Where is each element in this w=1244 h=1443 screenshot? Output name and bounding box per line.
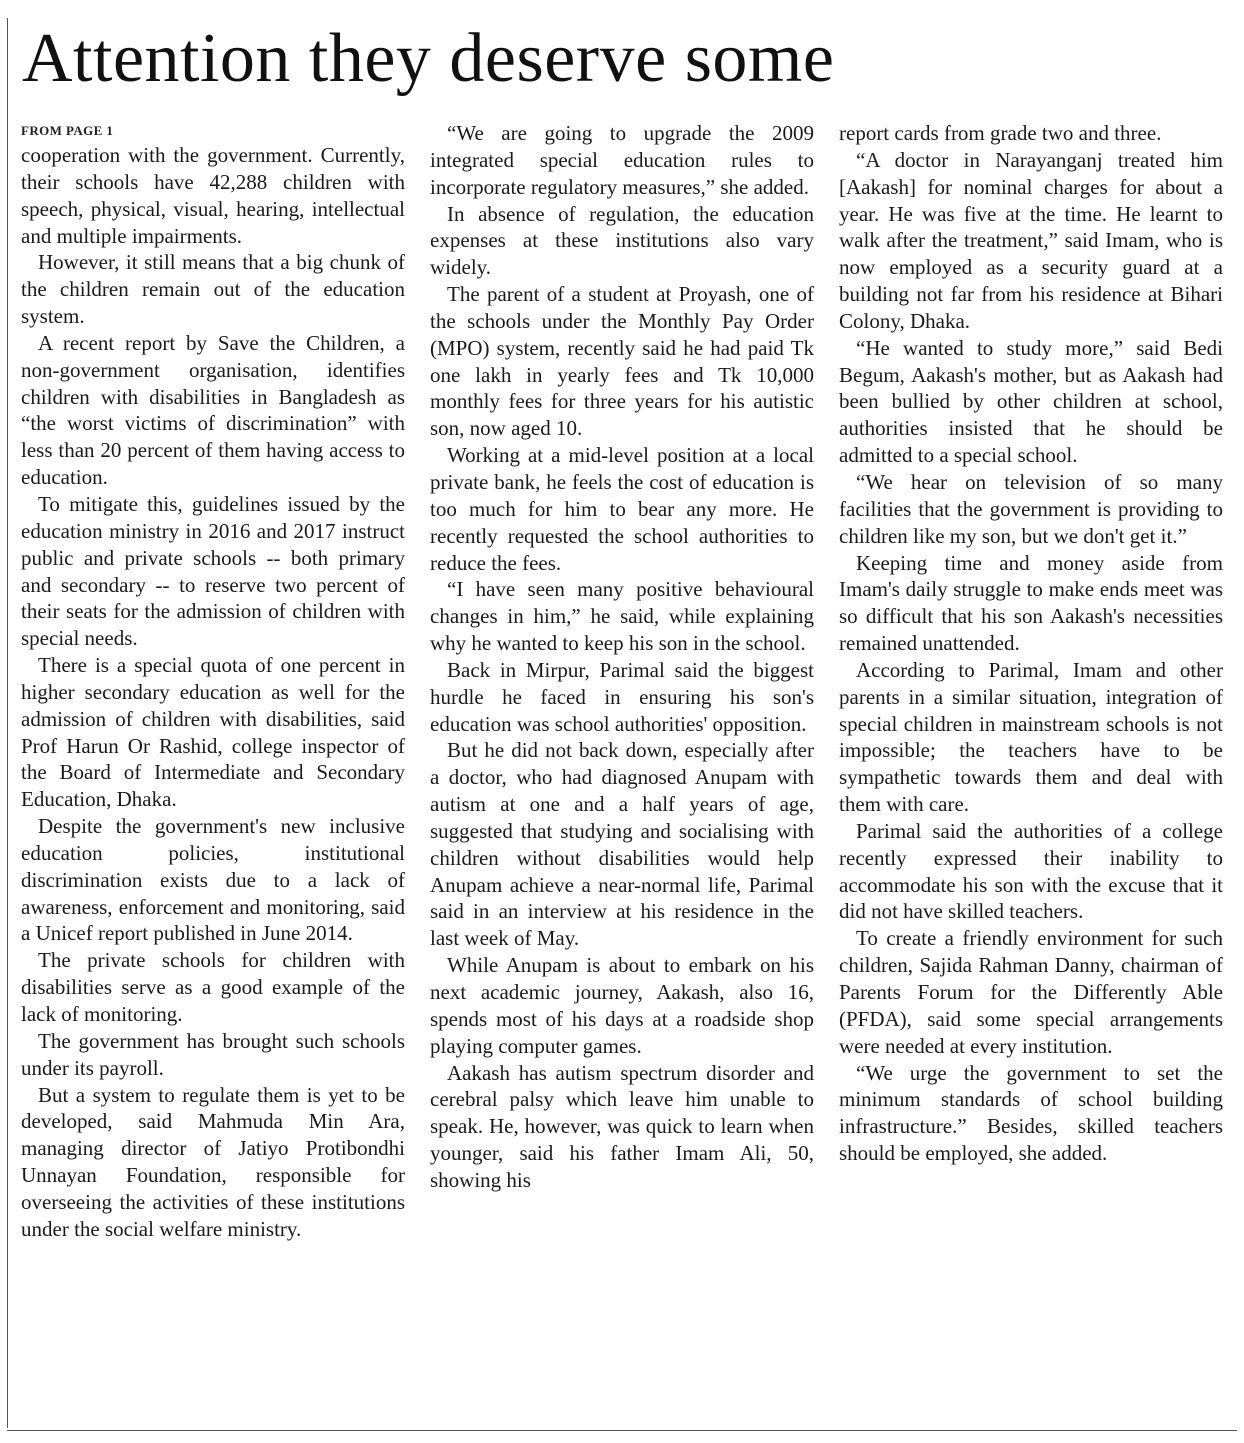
paragraph: Parimal said the authorities of a college recently expressed their inability to accommodate his son with the excuse that it did not have skilled teachers. (839, 818, 1223, 924)
paragraph: “We hear on television of so many facilities that the government is providing to children like my son, but we don't get it.” (839, 469, 1223, 548)
headline: Attention they deserve some (22, 20, 835, 97)
paragraph: Keeping time and money aside from Imam's daily struggle to make ends meet was so difficult that his son Aakash's necessities remained unattended. (839, 550, 1223, 656)
paragraph: “A doctor in Narayanganj treated him [Aakash] for nominal charges for about a year. He was five at the time. He learnt to walk after the treatment,” said Imam, who is now employed as a security guard at a building not far from his residence at Bihari Colony, Dhaka. (839, 147, 1223, 333)
paragraph: To mitigate this, guidelines issued by the education ministry in 2016 and 2017 instruct public and private schools -- both primary and secondary -- to reserve two percent of their seats for the admission of children with special needs. (21, 491, 405, 651)
paragraph: However, it still means that a big chunk of the children remain out of the education system. (21, 250, 405, 329)
bottom-rule (7, 1430, 1237, 1431)
left-rule (7, 18, 8, 1428)
paragraph: But he did not back down, especially after a doctor, who had diagnosed Anupam with autism at one and a half years of age, suggested that studying and socialising with children without disabilities would help Anupam achieve a near-normal life, Parimal said in an interview at his residence in the last week of May. (430, 738, 814, 951)
paragraph: A recent report by Save the Children, a non-government organisation, identifies children with disabilities in Bangladesh as “the worst victims of discrimination” with less than 20 percent of them having access to education. (21, 330, 405, 490)
paragraph: cooperation with the government. Currently, their schools have 42,288 children with speech, physical, visual, hearing, intellectual and multiple impairments. (21, 143, 405, 248)
paragraph: Despite the government's new inclusive education policies, institutional discrimination exists due to a lack of awareness, enforcement and monitoring, said a Unicef report published in June 2014. (21, 814, 405, 946)
paragraph: The private schools for children with disabilities serve as a good example of the lack of monitoring. (21, 948, 405, 1026)
paragraph: Back in Mirpur, Parimal said the biggest hurdle he faced in ensuring his son's education was school authorities' opposition. (430, 657, 814, 736)
paragraph: But a system to regulate them is yet to be developed, said Mahmuda Min Ara, managing director of Jatiyo Protibondhi Unnayan Foundation, responsible for overseeing the activities of these institutions under the social welfare ministry. (21, 1082, 405, 1241)
paragraph: In absence of regulation, the education expenses at these institutions also vary widely. (430, 201, 814, 280)
paragraph: Working at a mid-level position at a local private bank, he feels the cost of education is too much for him to bear any more. He recently requested the school authorities to reduce the fees. (430, 443, 814, 575)
paragraph: “He wanted to study more,” said Bedi Begum, Aakash's mother, but as Aakash had been bullied by other children at school, authorities insisted that he should be admitted to a special school. (839, 335, 1223, 468)
paragraph: report cards from grade two and three. (839, 121, 1162, 145)
paragraph: There is a special quota of one percent in higher secondary education as well for the admission of children with disabilities, said Prof Harun Or Rashid, college inspector of the Board of Intermediate and Secondary Education, Dhaka. (21, 653, 405, 812)
article-column-1 (21, 120, 405, 1243)
paragraph: According to Parimal, Imam and other parents in a similar situation, integration of special children in mainstream schools is not impossible; the teachers have to be sympathetic towards them and deal with them with care. (839, 657, 1223, 817)
jump-label: FROM PAGE 1 (21, 123, 114, 138)
paragraph: To create a friendly environment for such children, Sajida Rahman Danny, chairman of Parents Forum for the Differently Able (PFDA), said some special arrangements were needed at every institution. (839, 926, 1223, 1058)
paragraph: “I have seen many positive behavioural changes in him,” he said, while explaining why he wanted to keep his son in the school. (430, 577, 814, 656)
article-column-2 (430, 120, 814, 1194)
paragraph: “We urge the government to set the minimum standards of school building infrastructure.” Besides, skilled teachers should be employed, she added. (839, 1060, 1223, 1166)
paragraph: The government has brought such schools under its payroll. (21, 1028, 405, 1080)
paragraph: Aakash has autism spectrum disorder and cerebral palsy which leave him unable to speak. He, however, was quick to learn when younger, said his father Imam Ali, 50, showing his (430, 1060, 814, 1192)
article-column-3 (839, 120, 1223, 1167)
paragraph: The parent of a student at Proyash, one of the schools under the Monthly Pay Order (MPO) system, recently said he had paid Tk one lakh in yearly fees and Tk 10,000 monthly fees for three years for his autistic son, now aged 10. (430, 282, 814, 441)
paragraph: While Anupam is about to embark on his next academic journey, Aakash, also 16, spends most of his days at a roadside shop playing computer games. (430, 953, 814, 1058)
paragraph: “We are going to upgrade the 2009 integrated special education rules to incorporate regulatory measures,” she added. (430, 121, 814, 199)
